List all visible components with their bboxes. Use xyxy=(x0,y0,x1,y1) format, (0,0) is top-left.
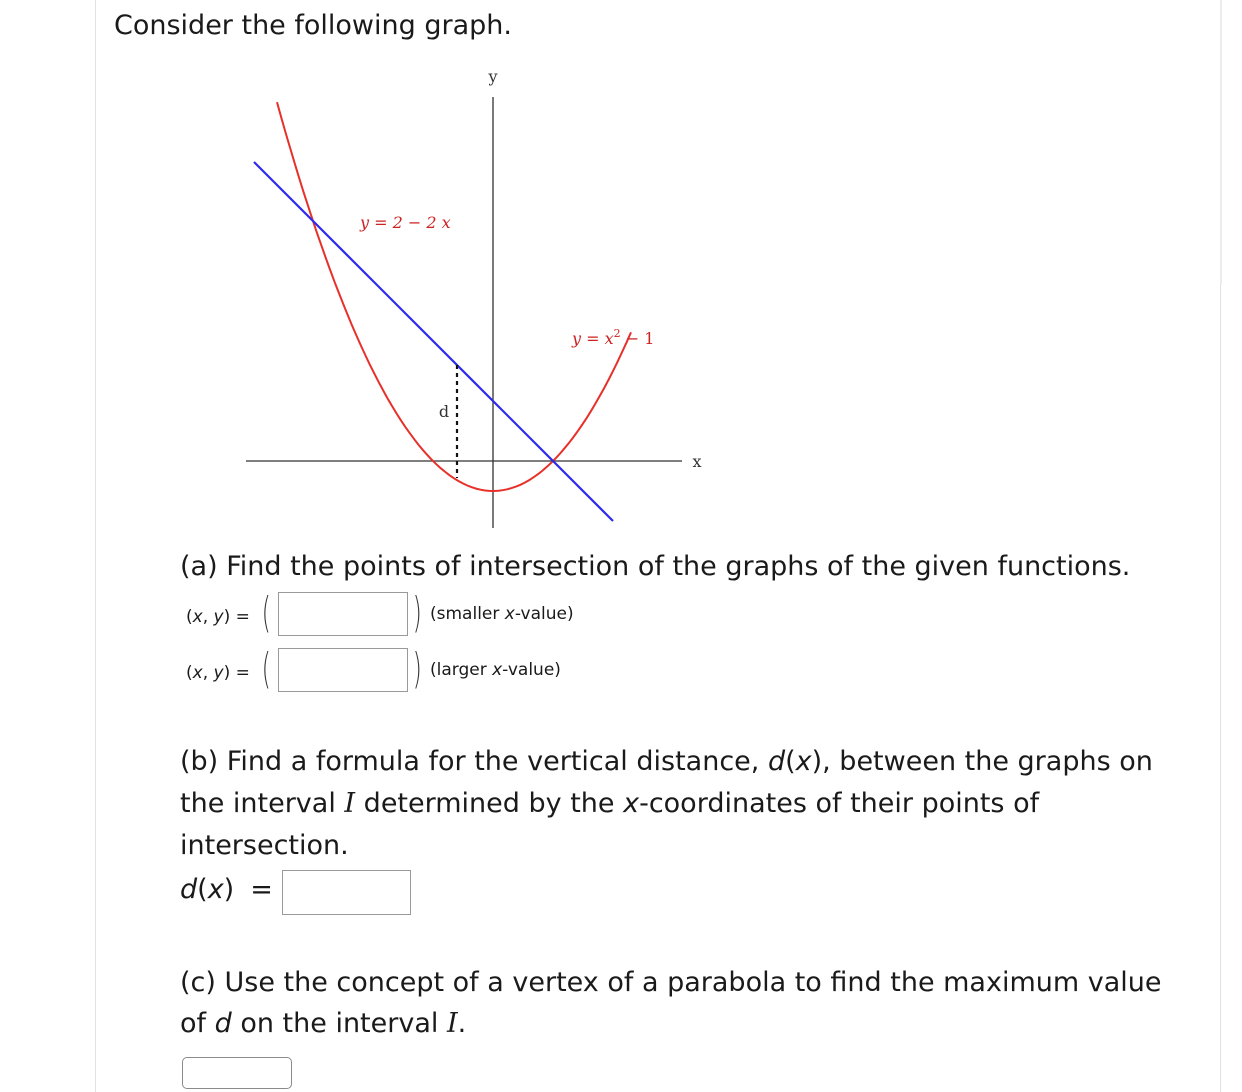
row1-hint-close: -value) xyxy=(514,604,574,624)
x-axis-label: x xyxy=(692,452,702,471)
dx-label-eq: = xyxy=(250,874,273,905)
left-border xyxy=(95,0,96,1092)
part-c-line2-c: . xyxy=(457,1008,467,1039)
graph-figure xyxy=(230,60,710,532)
part-c-line2-b: on the interval xyxy=(231,1008,447,1039)
part-b-line2-c: -coordinates of their points of xyxy=(639,788,1040,819)
dx-label-d: d xyxy=(180,874,198,905)
part-b-line1 xyxy=(180,741,1153,783)
line-equation-label: y = 2 − 2 x xyxy=(360,213,451,232)
row1-open-paren: ( xyxy=(261,588,271,637)
row1-hint xyxy=(430,603,574,625)
part-c-line2-a: of xyxy=(180,1008,215,1039)
row1-label-open: ( xyxy=(186,607,193,627)
dx-answer-label xyxy=(180,870,273,910)
row1-xy-label xyxy=(186,606,250,628)
dx-label-x: x xyxy=(207,874,224,905)
row2-xy-label xyxy=(186,662,250,684)
part-b-line2-b: determined by the xyxy=(355,788,624,819)
row2-hint-var: x xyxy=(492,660,503,680)
part-b-line1-a: (b) Find a formula for the vertical distance, xyxy=(180,746,768,777)
distance-d-label: d xyxy=(438,402,450,421)
row1-hint-var: x xyxy=(504,604,515,624)
row2-label-open: ( xyxy=(186,663,193,683)
dx-label-close: ) xyxy=(223,874,235,905)
part-c-line2 xyxy=(180,1003,466,1045)
row1-label-sep: , xyxy=(202,607,214,627)
dx-formula-box[interactable] xyxy=(282,870,411,915)
parabola-curve xyxy=(277,102,631,491)
part-c-line2-I: I xyxy=(446,1008,458,1039)
part-b-line2 xyxy=(180,783,1039,825)
row1-hint-open: (smaller xyxy=(430,604,505,624)
part-b-line3: intersection. xyxy=(180,830,349,861)
intersection-2-box[interactable] xyxy=(278,648,408,692)
parabola-label-exponent: 2 xyxy=(613,327,621,340)
row1-close-paren: ) xyxy=(412,588,422,637)
part-b-line2-a: the interval xyxy=(180,788,345,819)
intro-text: Consider the following graph. xyxy=(114,10,512,41)
intersection-1-box[interactable] xyxy=(278,592,408,636)
intersection-1-input[interactable] xyxy=(279,593,407,635)
part-b-line1-c: ), between the graphs on xyxy=(811,746,1153,777)
part-a-prompt: (a) Find the points of intersection of the graphs of the given functions. xyxy=(180,551,1131,582)
row2-close-paren: ) xyxy=(412,644,422,693)
row1-label-close: ) = xyxy=(223,607,250,627)
right-border-shadow xyxy=(1220,0,1222,285)
max-value-box[interactable] xyxy=(182,1057,292,1089)
row2-label-sep: , xyxy=(202,663,214,683)
row2-hint-open: (larger xyxy=(430,660,493,680)
part-b-line2-x: x xyxy=(623,788,640,819)
parabola-label-main: y = x xyxy=(572,329,614,348)
max-value-input[interactable] xyxy=(183,1058,291,1088)
row2-label-x: x xyxy=(192,663,203,683)
dx-formula-input[interactable] xyxy=(283,871,410,914)
row2-hint xyxy=(430,659,561,681)
part-b-line1-b: ( xyxy=(785,746,796,777)
y-axis-label: y xyxy=(488,67,498,86)
row2-open-paren: ( xyxy=(261,644,271,693)
part-b-line1-x: x xyxy=(795,746,812,777)
part-c-line1: (c) Use the concept of a vertex of a parabola to find the maximum value xyxy=(180,967,1162,998)
parabola-label-tail: − 1 xyxy=(620,329,655,348)
dx-label-open: ( xyxy=(197,874,208,905)
parabola-equation-label xyxy=(571,327,654,348)
row2-hint-close: -value) xyxy=(502,660,561,680)
row2-label-y: y xyxy=(213,663,224,683)
part-b-line1-d: d xyxy=(767,746,786,777)
row1-label-x: x xyxy=(192,607,203,627)
row1-label-y: y xyxy=(213,607,224,627)
intersection-2-input[interactable] xyxy=(279,649,407,691)
row2-label-close: ) = xyxy=(223,663,250,683)
part-b-line2-I: I xyxy=(344,788,356,819)
part-c-line2-d: d xyxy=(214,1008,232,1039)
